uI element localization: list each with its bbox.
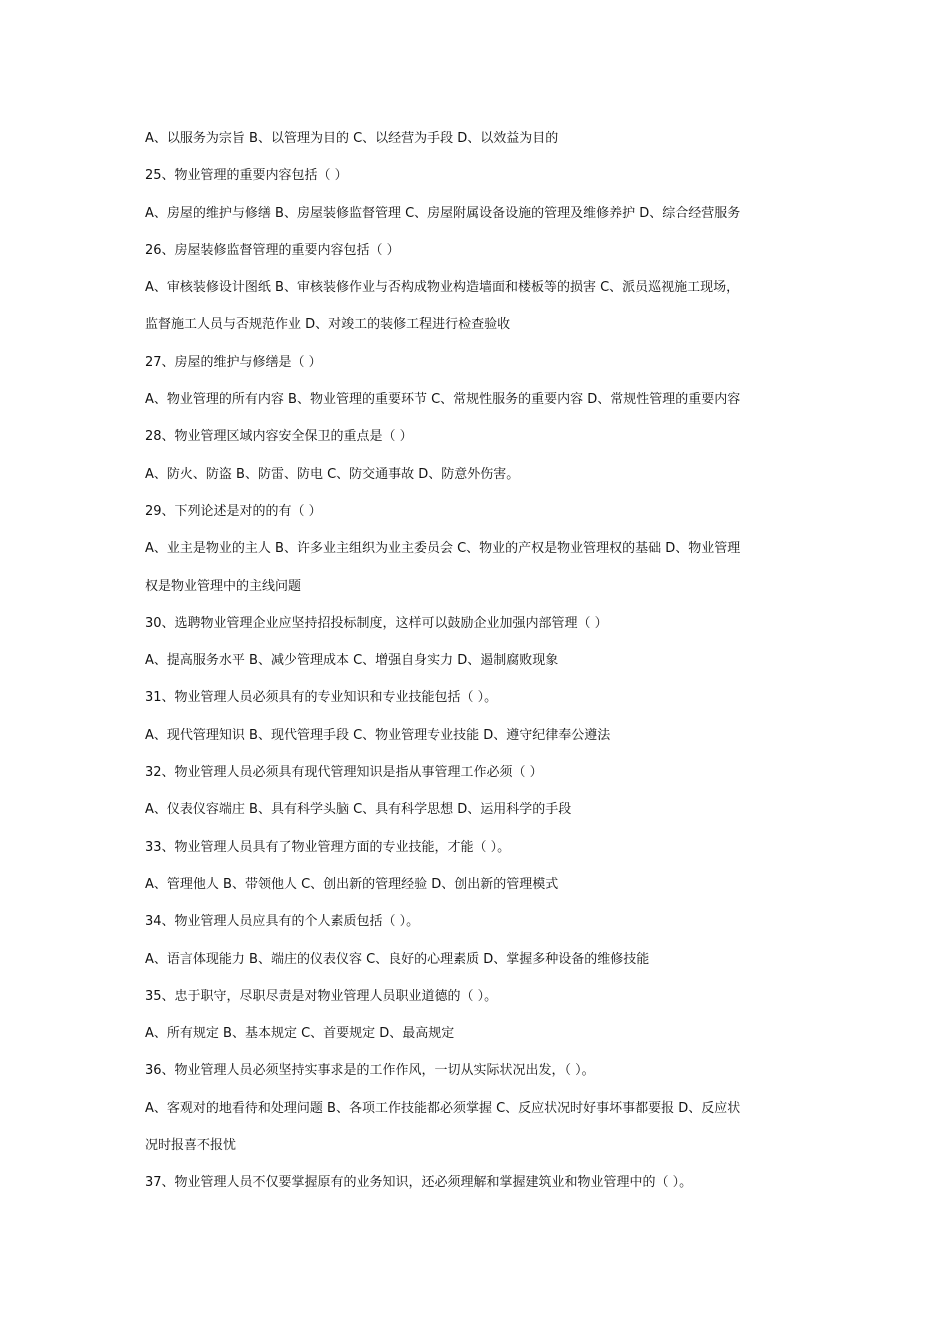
question-28: 28、物业管理区域内容安全保卫的重点是（ ） [145,429,413,445]
question-30: 30、选聘物业管理企业应坚持招投标制度，这样可以鼓励企业加强内部管理（ ） [145,615,608,631]
option-line: A、业主是物业的主人 B、许多业主组织为业主委员会 C、物业的产权是物业管理权的基础 D、物业管理 [145,541,741,557]
option-line: A、现代管理知识 B、现代管理手段 C、物业管理专业技能 D、遵守纪律奉公遵法 [145,727,611,743]
question-31: 31、物业管理人员必须具有的专业知识和专业技能包括（ ）。 [145,690,498,706]
question-25: 25、物业管理的重要内容包括（ ） [145,168,348,184]
question-34: 34、物业管理人员应具有的个人素质包括（ ）。 [145,914,420,930]
option-line: A、仪表仪容端庄 B、具有科学头脑 C、具有科学思想 D、运用科学的手段 [145,802,572,818]
option-line: A、防火、防盗 B、防雷、防电 C、防交通事故 D、防意外伤害。 [145,466,520,482]
question-list [145,127,805,1209]
option-line-continued: 权是物业管理中的主线问题 [145,578,302,594]
option-line: A、房屋的维护与修缮 B、房屋装修监督管理 C、房屋附属设备设施的管理及维修养护 D、综合经营服务 [145,205,741,221]
option-line: A、客观对的地看待和处理问题 B、各项工作技能都必须掌握 C、反应状况时好事坏事都要报 D、反应状 [145,1100,741,1116]
question-33: 33、物业管理人员具有了物业管理方面的专业技能，才能（ ）。 [145,839,511,855]
question-29: 29、下列论述是对的的有（ ） [145,503,322,519]
option-line: A、以服务为宗旨 B、以管理为目的 C、以经营为手段 D、以效益为目的 [145,131,559,146]
option-line: A、提高服务水平 B、减少管理成本 C、增强自身实力 D、遏制腐败现象 [145,653,559,669]
option-line: A、所有规定 B、基本规定 C、首要规定 D、最高规定 [145,1026,455,1042]
question-32: 32、物业管理人员必须具有现代管理知识是指从事管理工作必须（ ） [145,765,543,781]
option-line: A、语言体现能力 B、端庄的仪表仪容 C、良好的心理素质 D、掌握多种设备的维修技能 [145,951,650,967]
option-line: A、审核装修设计图纸 B、审核装修作业与否构成物业构造墙面和楼板等的损害 C、派员巡视施工现场， [145,280,740,296]
option-line: A、管理他人 B、带领他人 C、创出新的管理经验 D、创出新的管理模式 [145,876,559,892]
question-36: 36、物业管理人员必须坚持实事求是的工作作风，一切从实际状况出发，（ ）。 [145,1063,595,1079]
question-26: 26、房屋装修监督管理的重要内容包括（ ） [145,242,400,258]
question-27: 27、房屋的维护与修缮是（ ） [145,354,322,370]
question-35: 35、忠于职守，尽职尽责是对物业管理人员职业道德的（ ）。 [145,988,498,1004]
option-line: A、物业管理的所有内容 B、物业管理的重要环节 C、常规性服务的重要内容 D、常规性管理的重要内容 [145,392,741,408]
option-line-continued: 况时报喜不报忧 [145,1138,237,1154]
question-37: 37、物业管理人员不仅要掌握原有的业务知识，还必须理解和掌握建筑业和物业管理中的（ ）。 [145,1175,693,1191]
option-line-continued: 监督施工人员与否规范作业 D、对竣工的装修工程进行检查验收 [145,317,511,333]
